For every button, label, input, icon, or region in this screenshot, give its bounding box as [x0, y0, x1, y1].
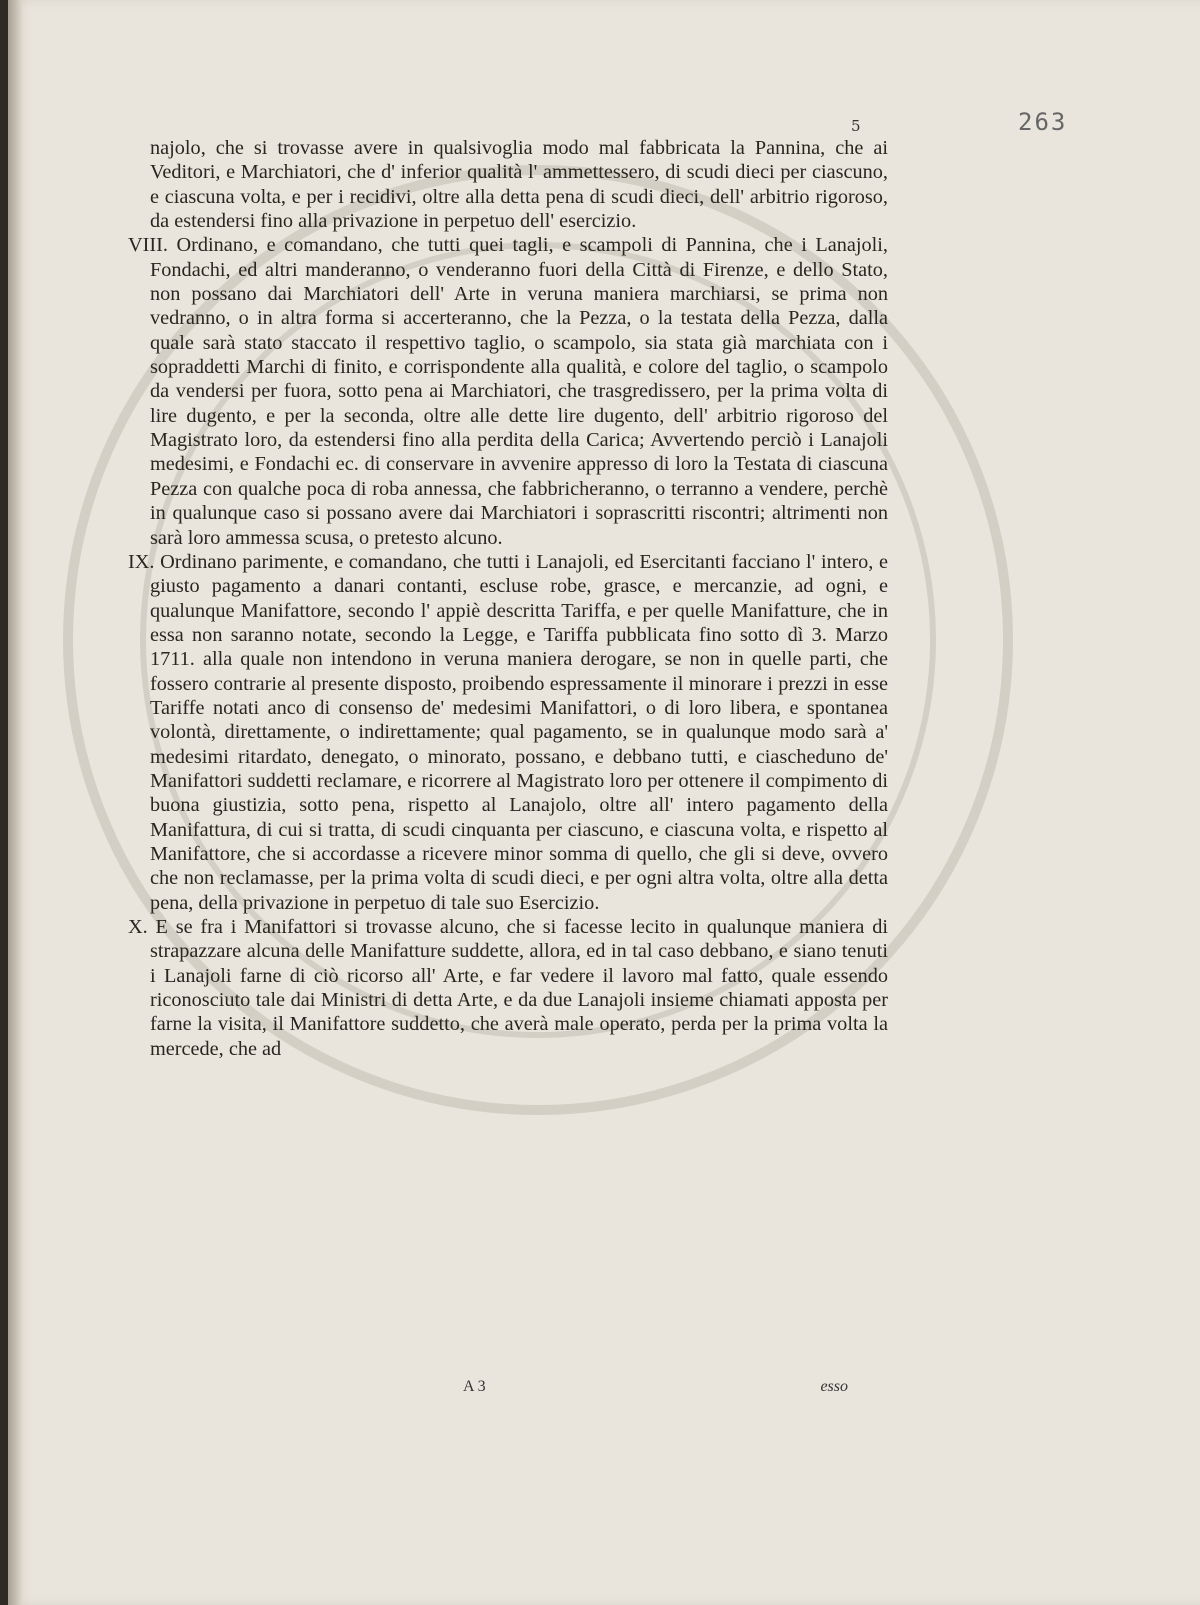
folio-number: 263 [1018, 108, 1068, 136]
page-binding-edge [8, 0, 22, 1605]
body-text [128, 136, 888, 1061]
page-signature-number: 5 [851, 117, 861, 135]
paragraph-continuation: najolo, che si trovasse avere in qualsivoglia modo mal fabbricata la Pannina, che ai Veditori, e Marchiatori, che d' inferior qualità l' ammettessero, di scudi dieci per ciascuno, e ciascuna volta, e per i recidivi, oltre alla detta pena di scudi dieci, dell' arbitrio rigoroso, da estendersi fino alla privazione in perpetuo dell' esercizio. [150, 137, 888, 233]
signature-mark: A 3 [463, 1378, 486, 1395]
paragraph-x: X. E se fra i Manifattori si trovasse alcuno, che si facesse lecito in qualunque maniera di strapazzare alcuna delle Manifatture suddette, allora, ed in tal caso debbano, e siano tenuti i Lanajoli farne di ciò ricorso all' Arte, e far vedere il lavoro mal fatto, quale essendo riconosciuto tale dai Ministri di detta Arte, e da due Lanajoli insieme chiamati apposta per farne la visita, il Manifattore suddetto, che averà male operato, perda per la prima volta la mercede, che ad [128, 916, 888, 1060]
document-page [8, 0, 1200, 1605]
paragraph-ix: IX. Ordinano parimente, e comandano, che tutti i Lanajoli, ed Esercitanti facciano l' intero, e giusto pagamento a danari contanti, escluse robe, grasce, e mercanzie, ad ogni, e qualunque Manifattore, secondo l' appiè descritta Tariffa, e per quelle Manifatture, che in essa non saranno notate, secondo la Legge, e Tariffa pubblicata fino sotto dì 3. Marzo 1711. alla quale non intendono in veruna maniera derogare, se non in quelle parti, che fossero contrarie al presente disposto, proibendo espressamente il minorare i prezzi in esse Tariffe notati anco di consenso de' medesimi Manifattori, o di loro libera, e spontanea volontà, direttamente, o indirettamente; qual pagamento, se in qualunque modo sarà a' medesimi ritardato, denegato, o minorato, possano, e debbano tutti, e ciascheduno de' Manifattori suddetti reclamare, e ricorrere al Magistrato loro per ottenere il compimento di buona giustizia, sotto pena, rispetto al Lanajolo, oltre all' intero pagamento della Manifattura, di cui si tratta, di scudi cinquanta per ciascuno, e ciascuna volta, e rispetto al Manifattore, che si accordasse a ricevere minor somma di quello, che gli si deve, ovvero che non reclamasse, per la prima volta di scudi dieci, e per ogni altra volta, oltre alla detta pena, della privazione in perpetuo di tale suo Esercizio. [128, 550, 888, 914]
paragraph-viii: VIII. Ordinano, e comandano, che tutti quei tagli, e scampoli di Pannina, che i Lanajoli, Fondachi, ed altri manderanno, o venderanno fuori della Città di Firenze, e dello Stato, non possano dai Marchiatori dell' Arte in veruna maniera marchiarsi, se prima non vedranno, o in altra forma si accerteranno, che la Pezza, o la testata della Pezza, dalla quale sarà stato staccato il respettivo taglio, o scampolo, sia stata già marchiata con i sopraddetti Marchi di finito, e corrispondente alla qualità, e colore del taglio, o scampolo da vendersi per fuora, sotto pena ai Marchiatori, che trasgredissero, per la prima volta di lire dugento, e per la seconda, oltre alle dette lire dugento, dell' arbitrio rigoroso del Magistrato loro, da estendersi fino alla perdita della Carica; Avvertendo perciò i Lanajoli medesimi, e Fondachi ec. di conservare in avvenire appresso di loro la Testata di ciascuna Pezza con qualche poca di roba annessa, che fabbricheranno, o terranno a vendere, perchè in qualunque caso si possano avere dai Marchiatori i soprascritti riscontri; altrimenti non sarà loro ammessa scusa, o pretesto alcuno. [128, 234, 888, 549]
page-footer [128, 1378, 888, 1402]
catchword: esso [820, 1378, 848, 1395]
